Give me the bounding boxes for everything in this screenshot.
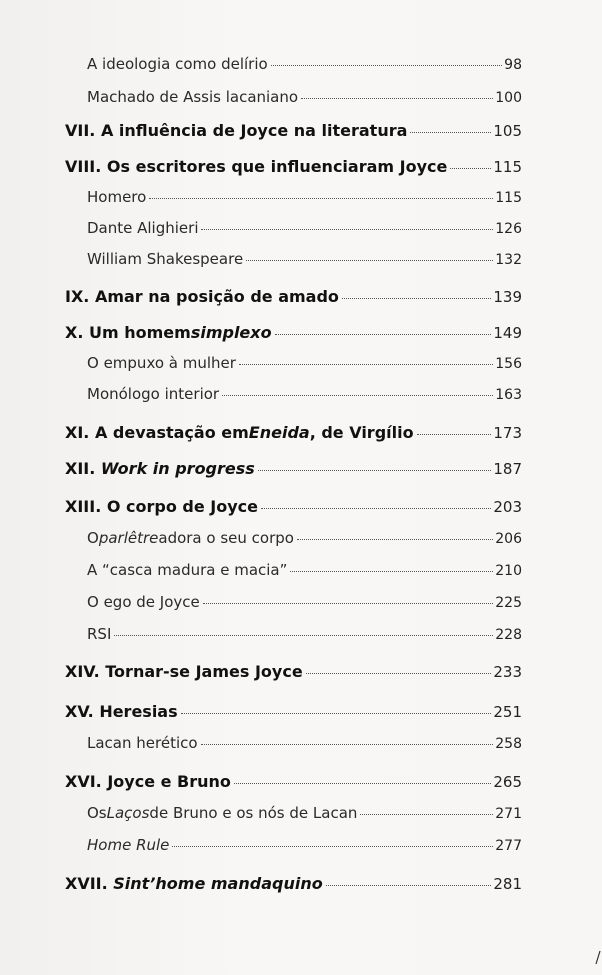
toc-entry-page: 271	[495, 806, 522, 822]
toc-entry-title-italic: Eneida	[248, 423, 310, 442]
leader-dots	[410, 131, 491, 133]
toc-entry-title: O empuxo à mulher	[87, 354, 236, 372]
toc-chapter[interactable]	[65, 423, 522, 442]
toc-entry-title: A ideologia como delírio	[87, 55, 268, 73]
toc-entry[interactable]	[87, 836, 522, 854]
page-edge-mark	[594, 950, 602, 966]
leader-dots	[326, 884, 492, 886]
leader-dots	[149, 197, 493, 199]
leader-dots	[301, 97, 493, 99]
leader-dots	[297, 538, 493, 540]
chapter-number: X.	[65, 323, 84, 342]
leader-dots	[234, 782, 491, 784]
toc-entry-page: 281	[493, 875, 522, 893]
toc-chapter[interactable]	[65, 287, 522, 306]
toc-entry-title-after: adora o seu corpo	[158, 529, 294, 547]
toc-entry[interactable]	[87, 385, 522, 403]
chapter-number: XII.	[65, 459, 96, 478]
toc-chapter[interactable]	[65, 772, 522, 791]
toc-entry[interactable]	[87, 561, 522, 579]
toc-entry-page: 115	[495, 190, 522, 206]
leader-dots	[203, 602, 494, 604]
leader-dots	[271, 64, 502, 66]
toc-chapter[interactable]	[65, 702, 522, 721]
toc-entry[interactable]	[87, 593, 522, 611]
leader-dots	[261, 507, 491, 509]
toc-entry-page: 203	[493, 498, 522, 516]
toc-entry-title: Monólogo interior	[87, 385, 220, 403]
leader-dots	[239, 363, 493, 365]
toc-entry-page: 126	[495, 221, 522, 237]
toc-entry-page: 132	[495, 252, 522, 268]
toc-entry[interactable]	[87, 188, 522, 206]
toc-chapter[interactable]	[65, 497, 522, 516]
toc-entry-page: 139	[493, 288, 522, 306]
toc-entry[interactable]	[87, 88, 522, 106]
leader-dots	[360, 813, 493, 815]
toc-entry-page: 233	[493, 663, 522, 681]
toc-entry-page: 210	[495, 563, 522, 579]
toc-entry-page: 277	[495, 838, 522, 854]
toc-entry-page: 173	[493, 424, 522, 442]
toc-entry[interactable]	[87, 734, 522, 752]
toc-chapter[interactable]	[65, 323, 522, 342]
chapter-number: XI.	[65, 423, 90, 442]
leader-dots	[342, 297, 491, 299]
toc-entry-title-italic: simplexo	[190, 323, 272, 342]
chapter-number: VII.	[65, 121, 96, 140]
leader-dots	[172, 845, 493, 847]
leader-dots	[450, 167, 491, 169]
chapter-number: VIII.	[65, 157, 102, 176]
leader-dots	[114, 634, 493, 636]
toc-entry[interactable]	[87, 250, 522, 268]
toc-entry[interactable]	[87, 354, 522, 372]
toc-entry[interactable]	[87, 804, 522, 822]
toc-entry-page: 98	[504, 57, 522, 73]
leader-dots	[201, 228, 493, 230]
leader-dots	[275, 333, 492, 335]
leader-dots	[290, 570, 493, 572]
leader-dots	[258, 469, 492, 471]
toc-entry-title: William Shakespeare	[87, 250, 244, 268]
toc-entry-title: A influência de Joyce na literatura	[100, 121, 408, 140]
toc-entry-page: 206	[495, 531, 522, 547]
toc-entry-title: O	[87, 529, 99, 547]
toc-entry-title: Machado de Assis lacaniano	[87, 88, 299, 106]
toc-entry-page: 105	[493, 122, 522, 140]
chapter-number: XVI.	[65, 772, 102, 791]
chapter-number: XVII.	[65, 874, 108, 893]
toc-entry[interactable]	[87, 219, 522, 237]
chapter-number: XV.	[65, 702, 94, 721]
toc-entry-page: 163	[495, 387, 522, 403]
toc-chapter[interactable]	[65, 157, 522, 176]
toc-entry-title: Heresias	[99, 702, 178, 721]
toc-entry-title: Lacan herético	[87, 734, 198, 752]
toc-entry-page: 100	[495, 90, 522, 106]
toc-entry-title-after: , de Virgílio	[309, 423, 414, 442]
toc-entry-title: O corpo de Joyce	[106, 497, 258, 516]
toc-entry-page: 225	[495, 595, 522, 611]
chapter-number: XIV.	[65, 662, 100, 681]
toc-entry-title: A devastação em	[94, 423, 249, 442]
toc-entry-title-italic: Sint’home mandaquino	[113, 874, 323, 893]
toc-entry[interactable]	[87, 55, 522, 73]
toc-entry-title: Amar na posição de amado	[94, 287, 339, 306]
toc-chapter[interactable]	[65, 874, 522, 893]
leader-dots	[417, 433, 492, 435]
toc-entry-title-italic: Home Rule	[87, 836, 170, 854]
toc-chapter[interactable]	[65, 459, 522, 478]
toc-chapter[interactable]	[65, 121, 522, 140]
toc-entry-title-italic: parlêtre	[98, 529, 159, 547]
toc-entry-page: 251	[493, 703, 522, 721]
toc-entry[interactable]	[87, 625, 522, 643]
toc-entry-title-italic: Work in progress	[100, 459, 255, 478]
toc-entry-page: 149	[493, 324, 522, 342]
leader-dots	[306, 672, 492, 674]
toc-entry-title: Joyce e Bruno	[107, 772, 231, 791]
toc-entry-title: RSI	[87, 625, 112, 643]
chapter-number: IX.	[65, 287, 90, 306]
toc-entry-title: Um homem	[89, 323, 191, 342]
toc-entry-title: Os	[87, 804, 107, 822]
toc-entry-title: Homero	[87, 188, 147, 206]
toc-entry-page: 258	[495, 736, 522, 752]
leader-dots	[222, 394, 493, 396]
toc-entry-page: 115	[493, 158, 522, 176]
chapter-number: XIII.	[65, 497, 102, 516]
toc-entry-title: O ego de Joyce	[87, 593, 200, 611]
toc-entry-title: A “casca madura e macia”	[87, 561, 288, 579]
toc-entry[interactable]	[87, 529, 522, 547]
toc-entry-title: Os escritores que influenciaram Joyce	[106, 157, 448, 176]
leader-dots	[246, 259, 493, 261]
toc-entry-title-after: de Bruno e os nós de Lacan	[149, 804, 358, 822]
toc-entry-title-italic: Laços	[106, 804, 150, 822]
leader-dots	[201, 743, 494, 745]
toc-chapter[interactable]	[65, 662, 522, 681]
toc-entry-page: 156	[495, 356, 522, 372]
leader-dots	[181, 712, 492, 714]
toc-entry-title: Tornar-se James Joyce	[105, 662, 303, 681]
toc-entry-page: 228	[495, 627, 522, 643]
toc-entry-page: 265	[493, 773, 522, 791]
toc-entry-page: 187	[493, 460, 522, 478]
toc-entry-title: Dante Alighieri	[87, 219, 199, 237]
